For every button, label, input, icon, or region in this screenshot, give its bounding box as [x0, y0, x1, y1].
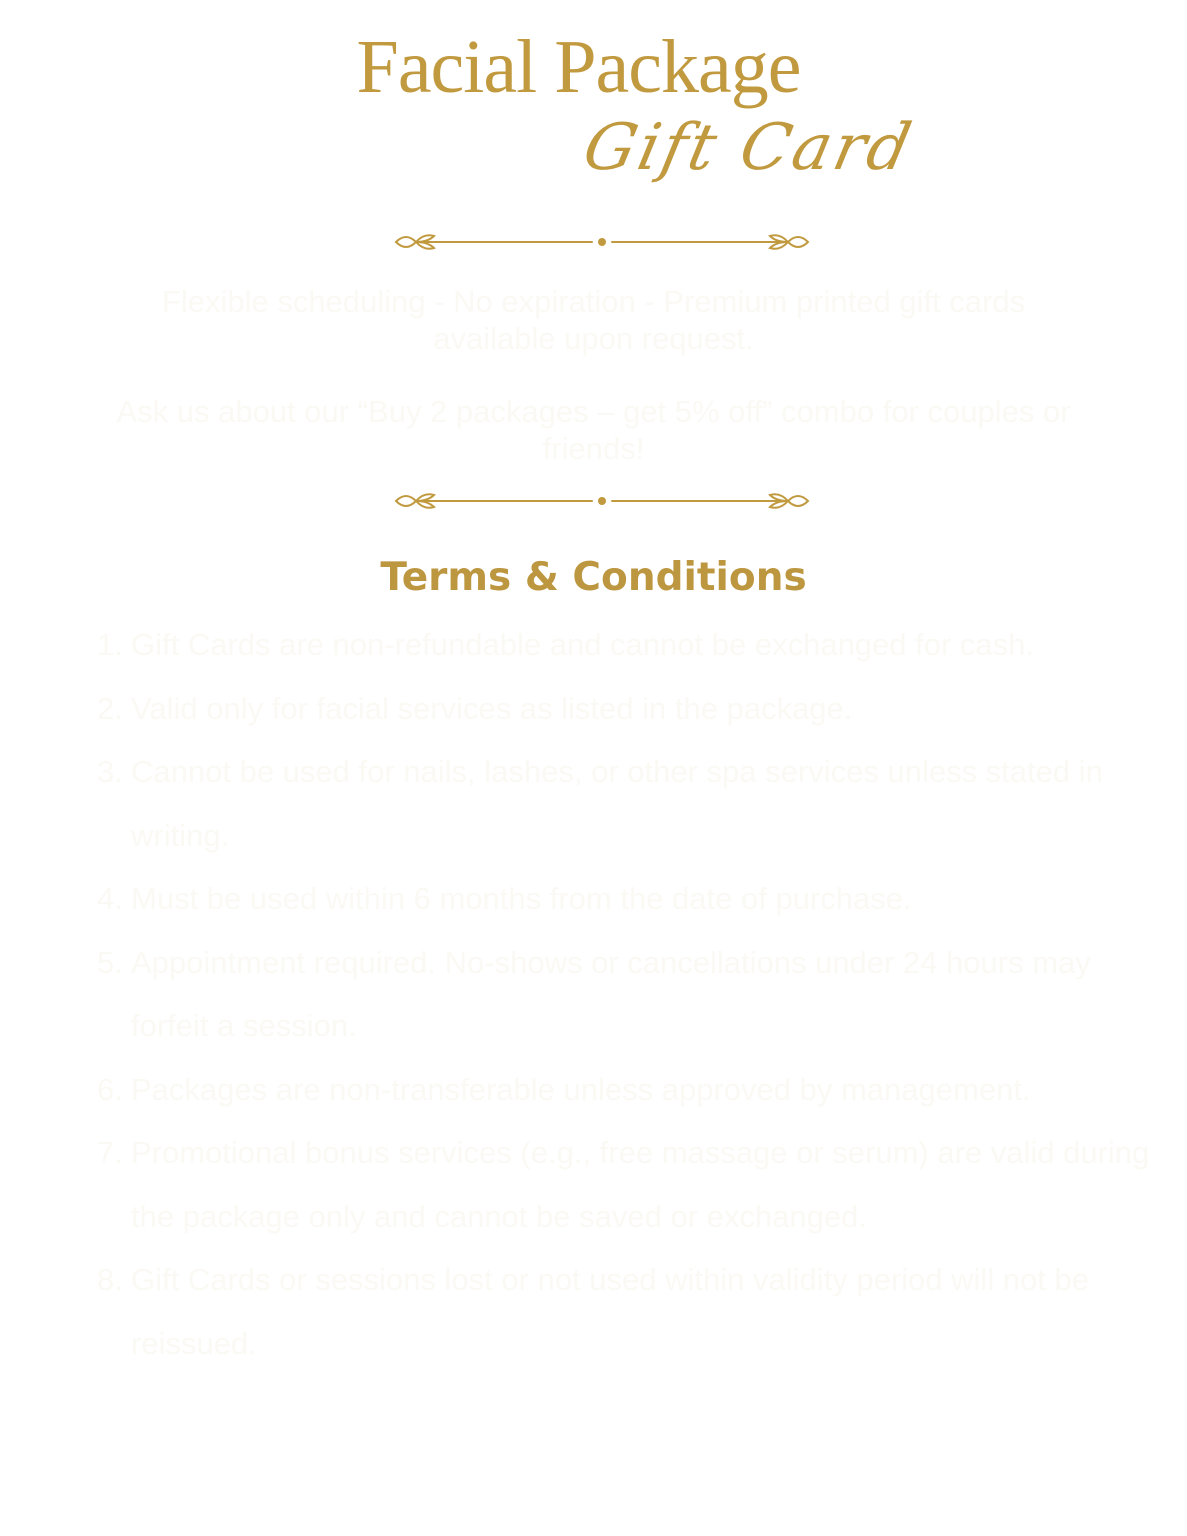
terms-item-number: 5.	[97, 944, 123, 980]
top-ornament-divider	[390, 230, 814, 254]
terms-item-text: Promotional bonus services (e.g., free massage or serum) are valid during the package only and cannot be saved or exchanged.	[131, 1135, 1150, 1234]
combo-offer-note: Ask us about our “Buy 2 packages – get 5% off” combo for couples or friends!	[116, 394, 1071, 466]
terms-item-number: 7.	[97, 1135, 123, 1170]
terms-item	[97, 867, 1167, 931]
terms-item-text: Appointment required. No-shows or cancellations under 24 hours may forfeit a session.	[131, 944, 1091, 1043]
terms-item-text: Valid only for facial services as listed in the package.	[131, 690, 853, 726]
bottom-ornament-divider	[390, 489, 814, 513]
terms-item-number: 1.	[97, 627, 123, 662]
terms-item	[97, 1121, 1167, 1248]
terms-item	[97, 613, 1167, 677]
scheduling-note: Flexible scheduling - No expiration - Premium printed gift cards available upon request.	[161, 284, 1026, 356]
terms-item	[97, 740, 1167, 867]
card-title: Facial Package	[356, 25, 801, 109]
terms-item-number: 2.	[97, 690, 123, 726]
terms-item-text: Gift Cards are non-refundable and cannot be exchanged for cash.	[131, 627, 1035, 662]
terms-heading: Terms & Conditions	[380, 555, 807, 600]
terms-item-number: 8.	[97, 1262, 123, 1297]
terms-item-text: Packages are non-transferable unless approved by management.	[131, 1071, 1031, 1107]
terms-list	[97, 613, 1167, 1375]
terms-item	[97, 1248, 1167, 1375]
terms-item-number: 3.	[97, 754, 123, 789]
terms-item-number: 6.	[97, 1071, 123, 1107]
terms-item-number: 4.	[97, 881, 123, 916]
terms-item	[97, 677, 1167, 741]
terms-item-text: Must be used within 6 months from the date of purchase.	[131, 881, 912, 916]
terms-item	[97, 931, 1167, 1058]
terms-item	[97, 1058, 1167, 1122]
terms-item-text: Cannot be used for nails, lashes, or other spa services unless stated in writing.	[131, 754, 1103, 853]
card-subtitle: Gift Card	[577, 111, 920, 185]
terms-item-text: Gift Cards or sessions lost or not used within validity period will not be reissued.	[131, 1262, 1089, 1361]
